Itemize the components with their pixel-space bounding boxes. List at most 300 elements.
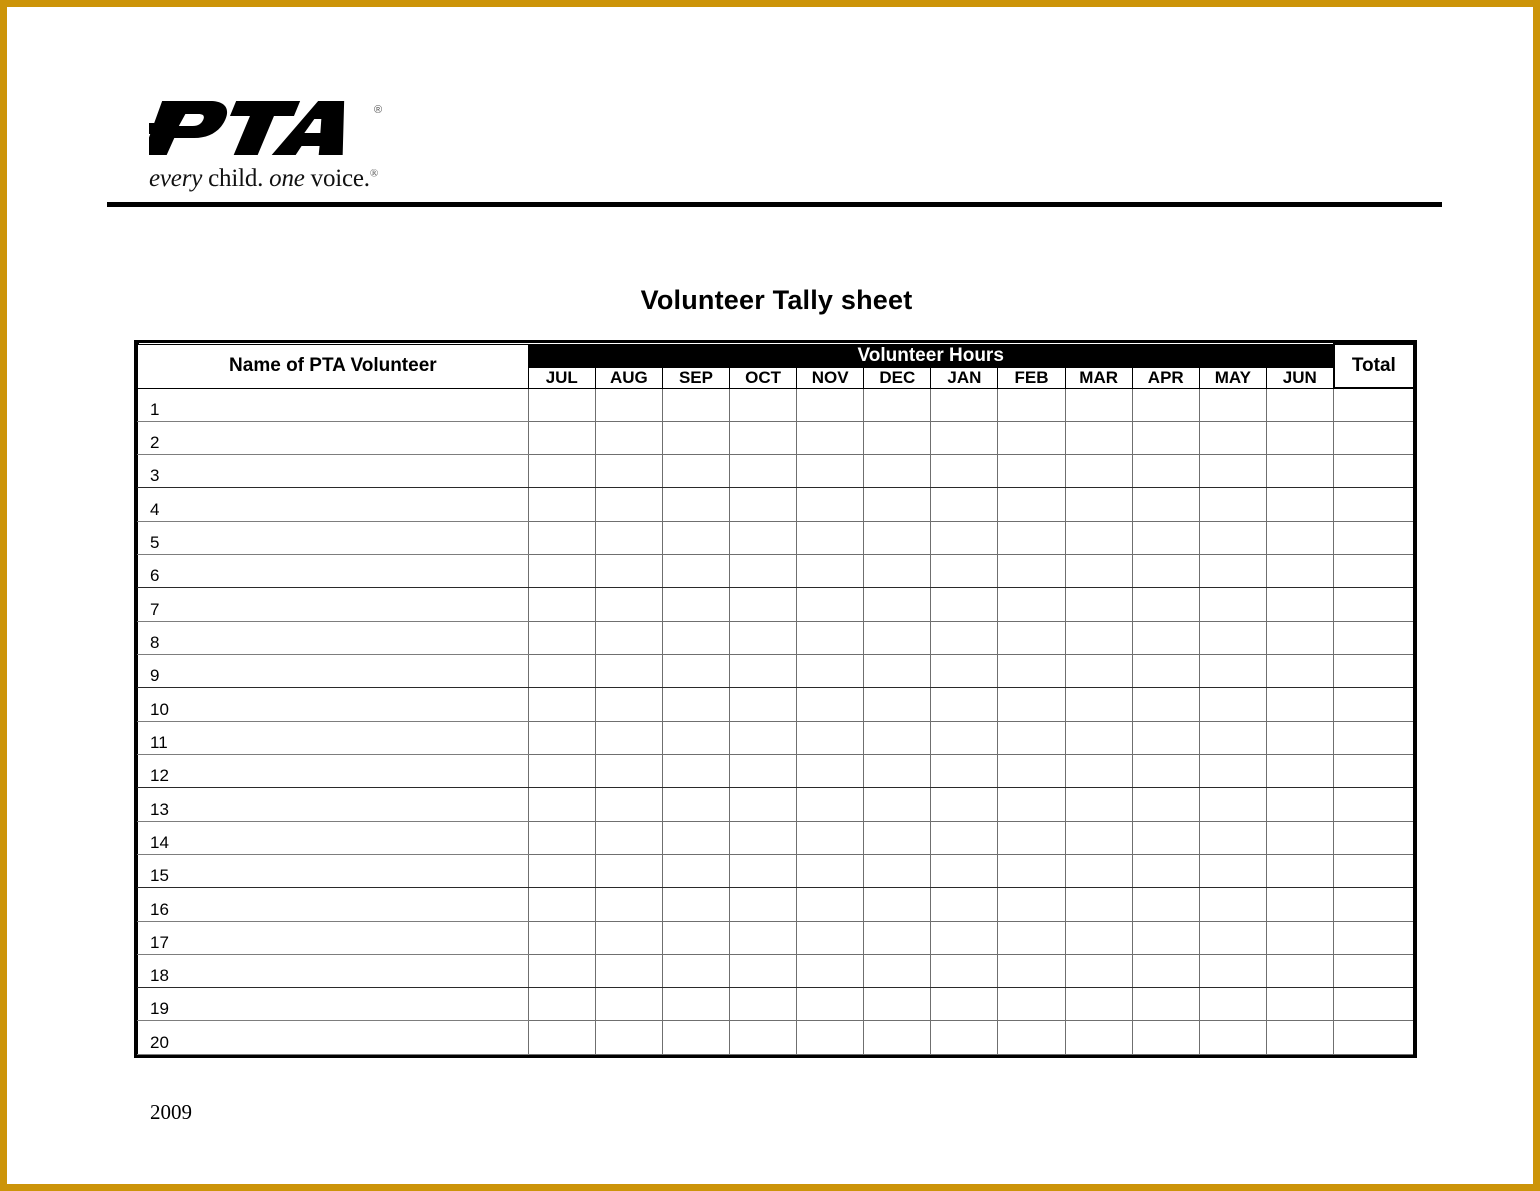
cell-hours-20-dec[interactable] [864,1021,931,1055]
cell-hours-10-aug[interactable] [595,688,662,721]
cell-hours-10-mar[interactable] [1065,688,1132,721]
cell-hours-16-mar[interactable] [1065,888,1132,921]
header-month-may: MAY [1199,367,1266,388]
cell-hours-1-mar[interactable] [1065,388,1132,421]
cell-hours-1-jan[interactable] [931,388,998,421]
cell-volunteer-name-10[interactable] [138,688,529,721]
cell-hours-6-dec[interactable] [864,555,931,588]
cell-hours-18-apr[interactable] [1132,954,1199,987]
cell-hours-10-feb[interactable] [998,688,1065,721]
cell-hours-10-jun[interactable] [1266,688,1333,721]
cell-hours-4-nov[interactable] [797,488,864,521]
cell-hours-18-nov[interactable] [797,954,864,987]
cell-hours-1-dec[interactable] [864,388,931,421]
cell-hours-20-jan[interactable] [931,1021,998,1055]
cell-hours-9-jan[interactable] [931,655,998,688]
cell-hours-3-mar[interactable] [1065,455,1132,488]
cell-hours-5-jul[interactable] [528,521,595,554]
cell-hours-11-jul[interactable] [528,721,595,754]
cell-hours-15-jun[interactable] [1266,854,1333,887]
cell-total-9[interactable] [1334,655,1414,688]
cell-hours-19-nov[interactable] [797,988,864,1021]
cell-hours-20-may[interactable] [1199,1021,1266,1055]
cell-hours-17-feb[interactable] [998,921,1065,954]
cell-hours-5-nov[interactable] [797,521,864,554]
tagline-word-voice: voice. [310,165,370,192]
logo-registered-mark: ® [374,104,383,116]
cell-hours-17-jul[interactable] [528,921,595,954]
cell-volunteer-name-15[interactable] [138,854,529,887]
cell-hours-10-jan[interactable] [931,688,998,721]
cell-hours-8-jun[interactable] [1266,621,1333,654]
table-row [138,455,1415,488]
cell-hours-5-may[interactable] [1199,521,1266,554]
row-number-8: 8 [150,633,160,652]
cell-hours-15-mar[interactable] [1065,854,1132,887]
cell-hours-6-jul[interactable] [528,555,595,588]
cell-hours-14-mar[interactable] [1065,821,1132,854]
cell-volunteer-name-1[interactable] [138,388,529,421]
cell-hours-2-nov[interactable] [797,421,864,454]
cell-hours-14-may[interactable] [1199,821,1266,854]
cell-hours-17-oct[interactable] [730,921,797,954]
cell-hours-16-aug[interactable] [595,888,662,921]
cell-hours-14-aug[interactable] [595,821,662,854]
cell-hours-11-dec[interactable] [864,721,931,754]
row-number-13: 13 [150,799,169,819]
cell-hours-6-jun[interactable] [1266,555,1333,588]
cell-volunteer-name-12[interactable] [138,754,529,787]
cell-hours-17-jun[interactable] [1266,921,1333,954]
cell-hours-15-jan[interactable] [931,854,998,887]
cell-hours-4-oct[interactable] [730,488,797,521]
cell-hours-10-oct[interactable] [730,688,797,721]
cell-volunteer-name-5[interactable] [138,521,529,554]
cell-hours-7-sep[interactable] [662,588,729,621]
cell-hours-19-dec[interactable] [864,988,931,1021]
cell-hours-4-jun[interactable] [1266,488,1333,521]
cell-hours-3-oct[interactable] [730,455,797,488]
cell-hours-18-aug[interactable] [595,954,662,987]
cell-hours-6-feb[interactable] [998,555,1065,588]
cell-hours-1-aug[interactable] [595,388,662,421]
row-number-18: 18 [150,966,169,986]
cell-hours-17-jan[interactable] [931,921,998,954]
cell-total-5[interactable] [1334,521,1414,554]
cell-hours-5-apr[interactable] [1132,521,1199,554]
cell-hours-8-may[interactable] [1199,621,1266,654]
cell-hours-20-oct[interactable] [730,1021,797,1055]
cell-hours-19-apr[interactable] [1132,988,1199,1021]
cell-hours-14-feb[interactable] [998,821,1065,854]
cell-hours-6-apr[interactable] [1132,555,1199,588]
cell-total-14[interactable] [1334,821,1414,854]
cell-hours-2-oct[interactable] [730,421,797,454]
cell-hours-12-nov[interactable] [797,754,864,787]
cell-volunteer-name-2[interactable] [138,421,529,454]
cell-hours-17-mar[interactable] [1065,921,1132,954]
cell-hours-6-aug[interactable] [595,555,662,588]
cell-hours-13-may[interactable] [1199,788,1266,821]
cell-hours-20-sep[interactable] [662,1021,729,1055]
cell-hours-5-jan[interactable] [931,521,998,554]
cell-hours-17-may[interactable] [1199,921,1266,954]
cell-total-13[interactable] [1334,788,1414,821]
cell-hours-2-dec[interactable] [864,421,931,454]
row-number-17: 17 [150,932,169,952]
cell-hours-10-dec[interactable] [864,688,931,721]
pta-logo [149,97,409,193]
cell-hours-16-nov[interactable] [797,888,864,921]
cell-hours-10-nov[interactable] [797,688,864,721]
cell-hours-12-sep[interactable] [662,754,729,787]
cell-hours-12-jan[interactable] [931,754,998,787]
cell-hours-15-sep[interactable] [662,854,729,887]
cell-hours-13-dec[interactable] [864,788,931,821]
cell-hours-17-sep[interactable] [662,921,729,954]
cell-hours-2-may[interactable] [1199,421,1266,454]
cell-hours-20-jul[interactable] [528,1021,595,1055]
cell-volunteer-name-4[interactable] [138,488,529,521]
cell-hours-7-mar[interactable] [1065,588,1132,621]
row-number-10: 10 [150,699,169,719]
cell-hours-11-oct[interactable] [730,721,797,754]
table-row [138,754,1415,787]
cell-hours-8-dec[interactable] [864,621,931,654]
cell-hours-1-jun[interactable] [1266,388,1333,421]
cell-hours-7-nov[interactable] [797,588,864,621]
cell-hours-12-apr[interactable] [1132,754,1199,787]
cell-hours-16-jan[interactable] [931,888,998,921]
cell-hours-18-sep[interactable] [662,954,729,987]
cell-total-11[interactable] [1334,721,1414,754]
cell-hours-3-aug[interactable] [595,455,662,488]
cell-hours-3-feb[interactable] [998,455,1065,488]
cell-hours-17-nov[interactable] [797,921,864,954]
cell-hours-18-dec[interactable] [864,954,931,987]
cell-hours-5-dec[interactable] [864,521,931,554]
cell-hours-19-may[interactable] [1199,988,1266,1021]
cell-total-8[interactable] [1334,621,1414,654]
cell-hours-7-oct[interactable] [730,588,797,621]
cell-hours-11-may[interactable] [1199,721,1266,754]
cell-volunteer-name-19[interactable] [138,988,529,1021]
cell-hours-18-mar[interactable] [1065,954,1132,987]
cell-volunteer-name-13[interactable] [138,788,529,821]
cell-hours-5-sep[interactable] [662,521,729,554]
cell-hours-4-mar[interactable] [1065,488,1132,521]
cell-total-12[interactable] [1334,754,1414,787]
cell-hours-6-oct[interactable] [730,555,797,588]
cell-hours-9-sep[interactable] [662,655,729,688]
cell-hours-12-dec[interactable] [864,754,931,787]
cell-hours-5-aug[interactable] [595,521,662,554]
cell-hours-17-aug[interactable] [595,921,662,954]
cell-hours-12-may[interactable] [1199,754,1266,787]
pta-tagline [149,165,409,193]
cell-hours-11-feb[interactable] [998,721,1065,754]
cell-hours-7-jun[interactable] [1266,588,1333,621]
cell-hours-3-jun[interactable] [1266,455,1333,488]
cell-hours-7-jan[interactable] [931,588,998,621]
cell-hours-13-nov[interactable] [797,788,864,821]
cell-hours-11-apr[interactable] [1132,721,1199,754]
cell-hours-20-apr[interactable] [1132,1021,1199,1055]
cell-total-7[interactable] [1334,588,1414,621]
cell-hours-8-sep[interactable] [662,621,729,654]
cell-hours-20-aug[interactable] [595,1021,662,1055]
cell-hours-9-oct[interactable] [730,655,797,688]
cell-hours-10-jul[interactable] [528,688,595,721]
cell-hours-6-mar[interactable] [1065,555,1132,588]
cell-hours-7-dec[interactable] [864,588,931,621]
cell-hours-3-jul[interactable] [528,455,595,488]
cell-hours-4-feb[interactable] [998,488,1065,521]
cell-hours-13-sep[interactable] [662,788,729,821]
cell-hours-15-jul[interactable] [528,854,595,887]
cell-volunteer-name-16[interactable] [138,888,529,921]
cell-hours-3-nov[interactable] [797,455,864,488]
cell-hours-14-jul[interactable] [528,821,595,854]
cell-hours-2-mar[interactable] [1065,421,1132,454]
cell-hours-8-nov[interactable] [797,621,864,654]
cell-hours-1-nov[interactable] [797,388,864,421]
cell-volunteer-name-9[interactable] [138,655,529,688]
cell-hours-16-dec[interactable] [864,888,931,921]
cell-hours-16-jul[interactable] [528,888,595,921]
cell-hours-2-jun[interactable] [1266,421,1333,454]
cell-hours-18-jun[interactable] [1266,954,1333,987]
cell-hours-4-sep[interactable] [662,488,729,521]
cell-hours-14-oct[interactable] [730,821,797,854]
cell-hours-3-dec[interactable] [864,455,931,488]
cell-hours-11-jan[interactable] [931,721,998,754]
cell-hours-16-sep[interactable] [662,888,729,921]
cell-hours-14-jan[interactable] [931,821,998,854]
cell-hours-19-feb[interactable] [998,988,1065,1021]
cell-hours-1-feb[interactable] [998,388,1065,421]
cell-hours-14-nov[interactable] [797,821,864,854]
cell-hours-9-jun[interactable] [1266,655,1333,688]
cell-hours-12-mar[interactable] [1065,754,1132,787]
cell-hours-19-sep[interactable] [662,988,729,1021]
cell-hours-5-oct[interactable] [730,521,797,554]
cell-hours-18-jul[interactable] [528,954,595,987]
header-total: Total [1334,344,1414,388]
cell-hours-6-nov[interactable] [797,555,864,588]
cell-hours-14-sep[interactable] [662,821,729,854]
cell-hours-1-apr[interactable] [1132,388,1199,421]
cell-hours-13-mar[interactable] [1065,788,1132,821]
cell-total-16[interactable] [1334,888,1414,921]
cell-hours-16-feb[interactable] [998,888,1065,921]
cell-hours-13-jan[interactable] [931,788,998,821]
cell-hours-9-feb[interactable] [998,655,1065,688]
cell-volunteer-name-17[interactable] [138,921,529,954]
cell-hours-7-jul[interactable] [528,588,595,621]
header-month-jun: JUN [1266,367,1333,388]
cell-hours-7-feb[interactable] [998,588,1065,621]
cell-volunteer-name-14[interactable] [138,821,529,854]
cell-hours-10-may[interactable] [1199,688,1266,721]
cell-hours-19-jan[interactable] [931,988,998,1021]
cell-hours-9-mar[interactable] [1065,655,1132,688]
cell-total-4[interactable] [1334,488,1414,521]
cell-hours-6-may[interactable] [1199,555,1266,588]
cell-hours-2-apr[interactable] [1132,421,1199,454]
cell-hours-5-feb[interactable] [998,521,1065,554]
cell-hours-15-nov[interactable] [797,854,864,887]
cell-total-6[interactable] [1334,555,1414,588]
cell-hours-10-sep[interactable] [662,688,729,721]
cell-hours-19-oct[interactable] [730,988,797,1021]
cell-hours-19-jun[interactable] [1266,988,1333,1021]
cell-hours-4-jul[interactable] [528,488,595,521]
cell-total-1[interactable] [1334,388,1414,421]
cell-total-19[interactable] [1334,988,1414,1021]
cell-total-2[interactable] [1334,421,1414,454]
cell-hours-11-mar[interactable] [1065,721,1132,754]
cell-hours-16-jun[interactable] [1266,888,1333,921]
header-name-of-pta-volunteer: Name of PTA Volunteer [138,344,529,388]
cell-hours-10-apr[interactable] [1132,688,1199,721]
cell-hours-16-apr[interactable] [1132,888,1199,921]
cell-hours-15-oct[interactable] [730,854,797,887]
cell-hours-18-oct[interactable] [730,954,797,987]
cell-hours-16-oct[interactable] [730,888,797,921]
cell-hours-13-aug[interactable] [595,788,662,821]
cell-hours-8-jul[interactable] [528,621,595,654]
cell-hours-12-oct[interactable] [730,754,797,787]
cell-hours-4-may[interactable] [1199,488,1266,521]
cell-hours-20-feb[interactable] [998,1021,1065,1055]
header-month-sep: SEP [662,367,729,388]
cell-hours-2-jan[interactable] [931,421,998,454]
cell-hours-14-jun[interactable] [1266,821,1333,854]
cell-hours-8-jan[interactable] [931,621,998,654]
cell-hours-4-jan[interactable] [931,488,998,521]
cell-hours-8-oct[interactable] [730,621,797,654]
cell-total-18[interactable] [1334,954,1414,987]
cell-volunteer-name-7[interactable] [138,588,529,621]
cell-hours-8-aug[interactable] [595,621,662,654]
cell-hours-4-aug[interactable] [595,488,662,521]
cell-volunteer-name-20[interactable] [138,1021,529,1055]
cell-hours-13-feb[interactable] [998,788,1065,821]
table-row [138,1021,1415,1055]
cell-hours-20-mar[interactable] [1065,1021,1132,1055]
cell-total-3[interactable] [1334,455,1414,488]
cell-hours-1-sep[interactable] [662,388,729,421]
cell-hours-13-jul[interactable] [528,788,595,821]
cell-hours-12-feb[interactable] [998,754,1065,787]
cell-hours-2-aug[interactable] [595,421,662,454]
cell-hours-13-apr[interactable] [1132,788,1199,821]
cell-hours-6-jan[interactable] [931,555,998,588]
tagline-word-child: child. [208,165,264,192]
cell-hours-9-may[interactable] [1199,655,1266,688]
cell-hours-15-feb[interactable] [998,854,1065,887]
cell-hours-17-dec[interactable] [864,921,931,954]
cell-hours-4-dec[interactable] [864,488,931,521]
cell-hours-9-nov[interactable] [797,655,864,688]
cell-hours-18-jan[interactable] [931,954,998,987]
cell-hours-9-jul[interactable] [528,655,595,688]
cell-hours-5-jun[interactable] [1266,521,1333,554]
cell-hours-19-mar[interactable] [1065,988,1132,1021]
cell-hours-11-jun[interactable] [1266,721,1333,754]
cell-hours-11-aug[interactable] [595,721,662,754]
cell-hours-9-apr[interactable] [1132,655,1199,688]
cell-hours-20-nov[interactable] [797,1021,864,1055]
cell-hours-5-mar[interactable] [1065,521,1132,554]
cell-volunteer-name-8[interactable] [138,621,529,654]
cell-hours-16-may[interactable] [1199,888,1266,921]
cell-hours-3-apr[interactable] [1132,455,1199,488]
cell-hours-13-jun[interactable] [1266,788,1333,821]
cell-total-15[interactable] [1334,854,1414,887]
cell-hours-12-jul[interactable] [528,754,595,787]
cell-hours-2-jul[interactable] [528,421,595,454]
cell-hours-9-aug[interactable] [595,655,662,688]
cell-total-20[interactable] [1334,1021,1414,1055]
cell-hours-17-apr[interactable] [1132,921,1199,954]
cell-hours-18-feb[interactable] [998,954,1065,987]
cell-total-10[interactable] [1334,688,1414,721]
cell-hours-3-sep[interactable] [662,455,729,488]
cell-hours-11-sep[interactable] [662,721,729,754]
cell-hours-2-feb[interactable] [998,421,1065,454]
cell-hours-12-jun[interactable] [1266,754,1333,787]
cell-hours-7-may[interactable] [1199,588,1266,621]
cell-hours-8-feb[interactable] [998,621,1065,654]
cell-hours-11-nov[interactable] [797,721,864,754]
cell-hours-15-may[interactable] [1199,854,1266,887]
cell-hours-13-oct[interactable] [730,788,797,821]
cell-hours-20-jun[interactable] [1266,1021,1333,1055]
cell-volunteer-name-18[interactable] [138,954,529,987]
cell-hours-14-apr[interactable] [1132,821,1199,854]
cell-hours-9-dec[interactable] [864,655,931,688]
cell-hours-19-aug[interactable] [595,988,662,1021]
cell-hours-7-aug[interactable] [595,588,662,621]
cell-hours-8-apr[interactable] [1132,621,1199,654]
cell-hours-14-dec[interactable] [864,821,931,854]
cell-hours-8-mar[interactable] [1065,621,1132,654]
cell-hours-15-aug[interactable] [595,854,662,887]
cell-total-17[interactable] [1334,921,1414,954]
cell-hours-1-oct[interactable] [730,388,797,421]
cell-hours-3-may[interactable] [1199,455,1266,488]
cell-hours-18-may[interactable] [1199,954,1266,987]
cell-volunteer-name-3[interactable] [138,455,529,488]
cell-hours-15-apr[interactable] [1132,854,1199,887]
cell-hours-12-aug[interactable] [595,754,662,787]
cell-hours-19-jul[interactable] [528,988,595,1021]
cell-hours-7-apr[interactable] [1132,588,1199,621]
cell-volunteer-name-6[interactable] [138,555,529,588]
header-month-oct: OCT [730,367,797,388]
cell-hours-1-jul[interactable] [528,388,595,421]
cell-hours-4-apr[interactable] [1132,488,1199,521]
cell-volunteer-name-11[interactable] [138,721,529,754]
cell-hours-6-sep[interactable] [662,555,729,588]
cell-hours-3-jan[interactable] [931,455,998,488]
cell-hours-1-may[interactable] [1199,388,1266,421]
cell-hours-15-dec[interactable] [864,854,931,887]
cell-hours-2-sep[interactable] [662,421,729,454]
header-month-jan: JAN [931,367,998,388]
